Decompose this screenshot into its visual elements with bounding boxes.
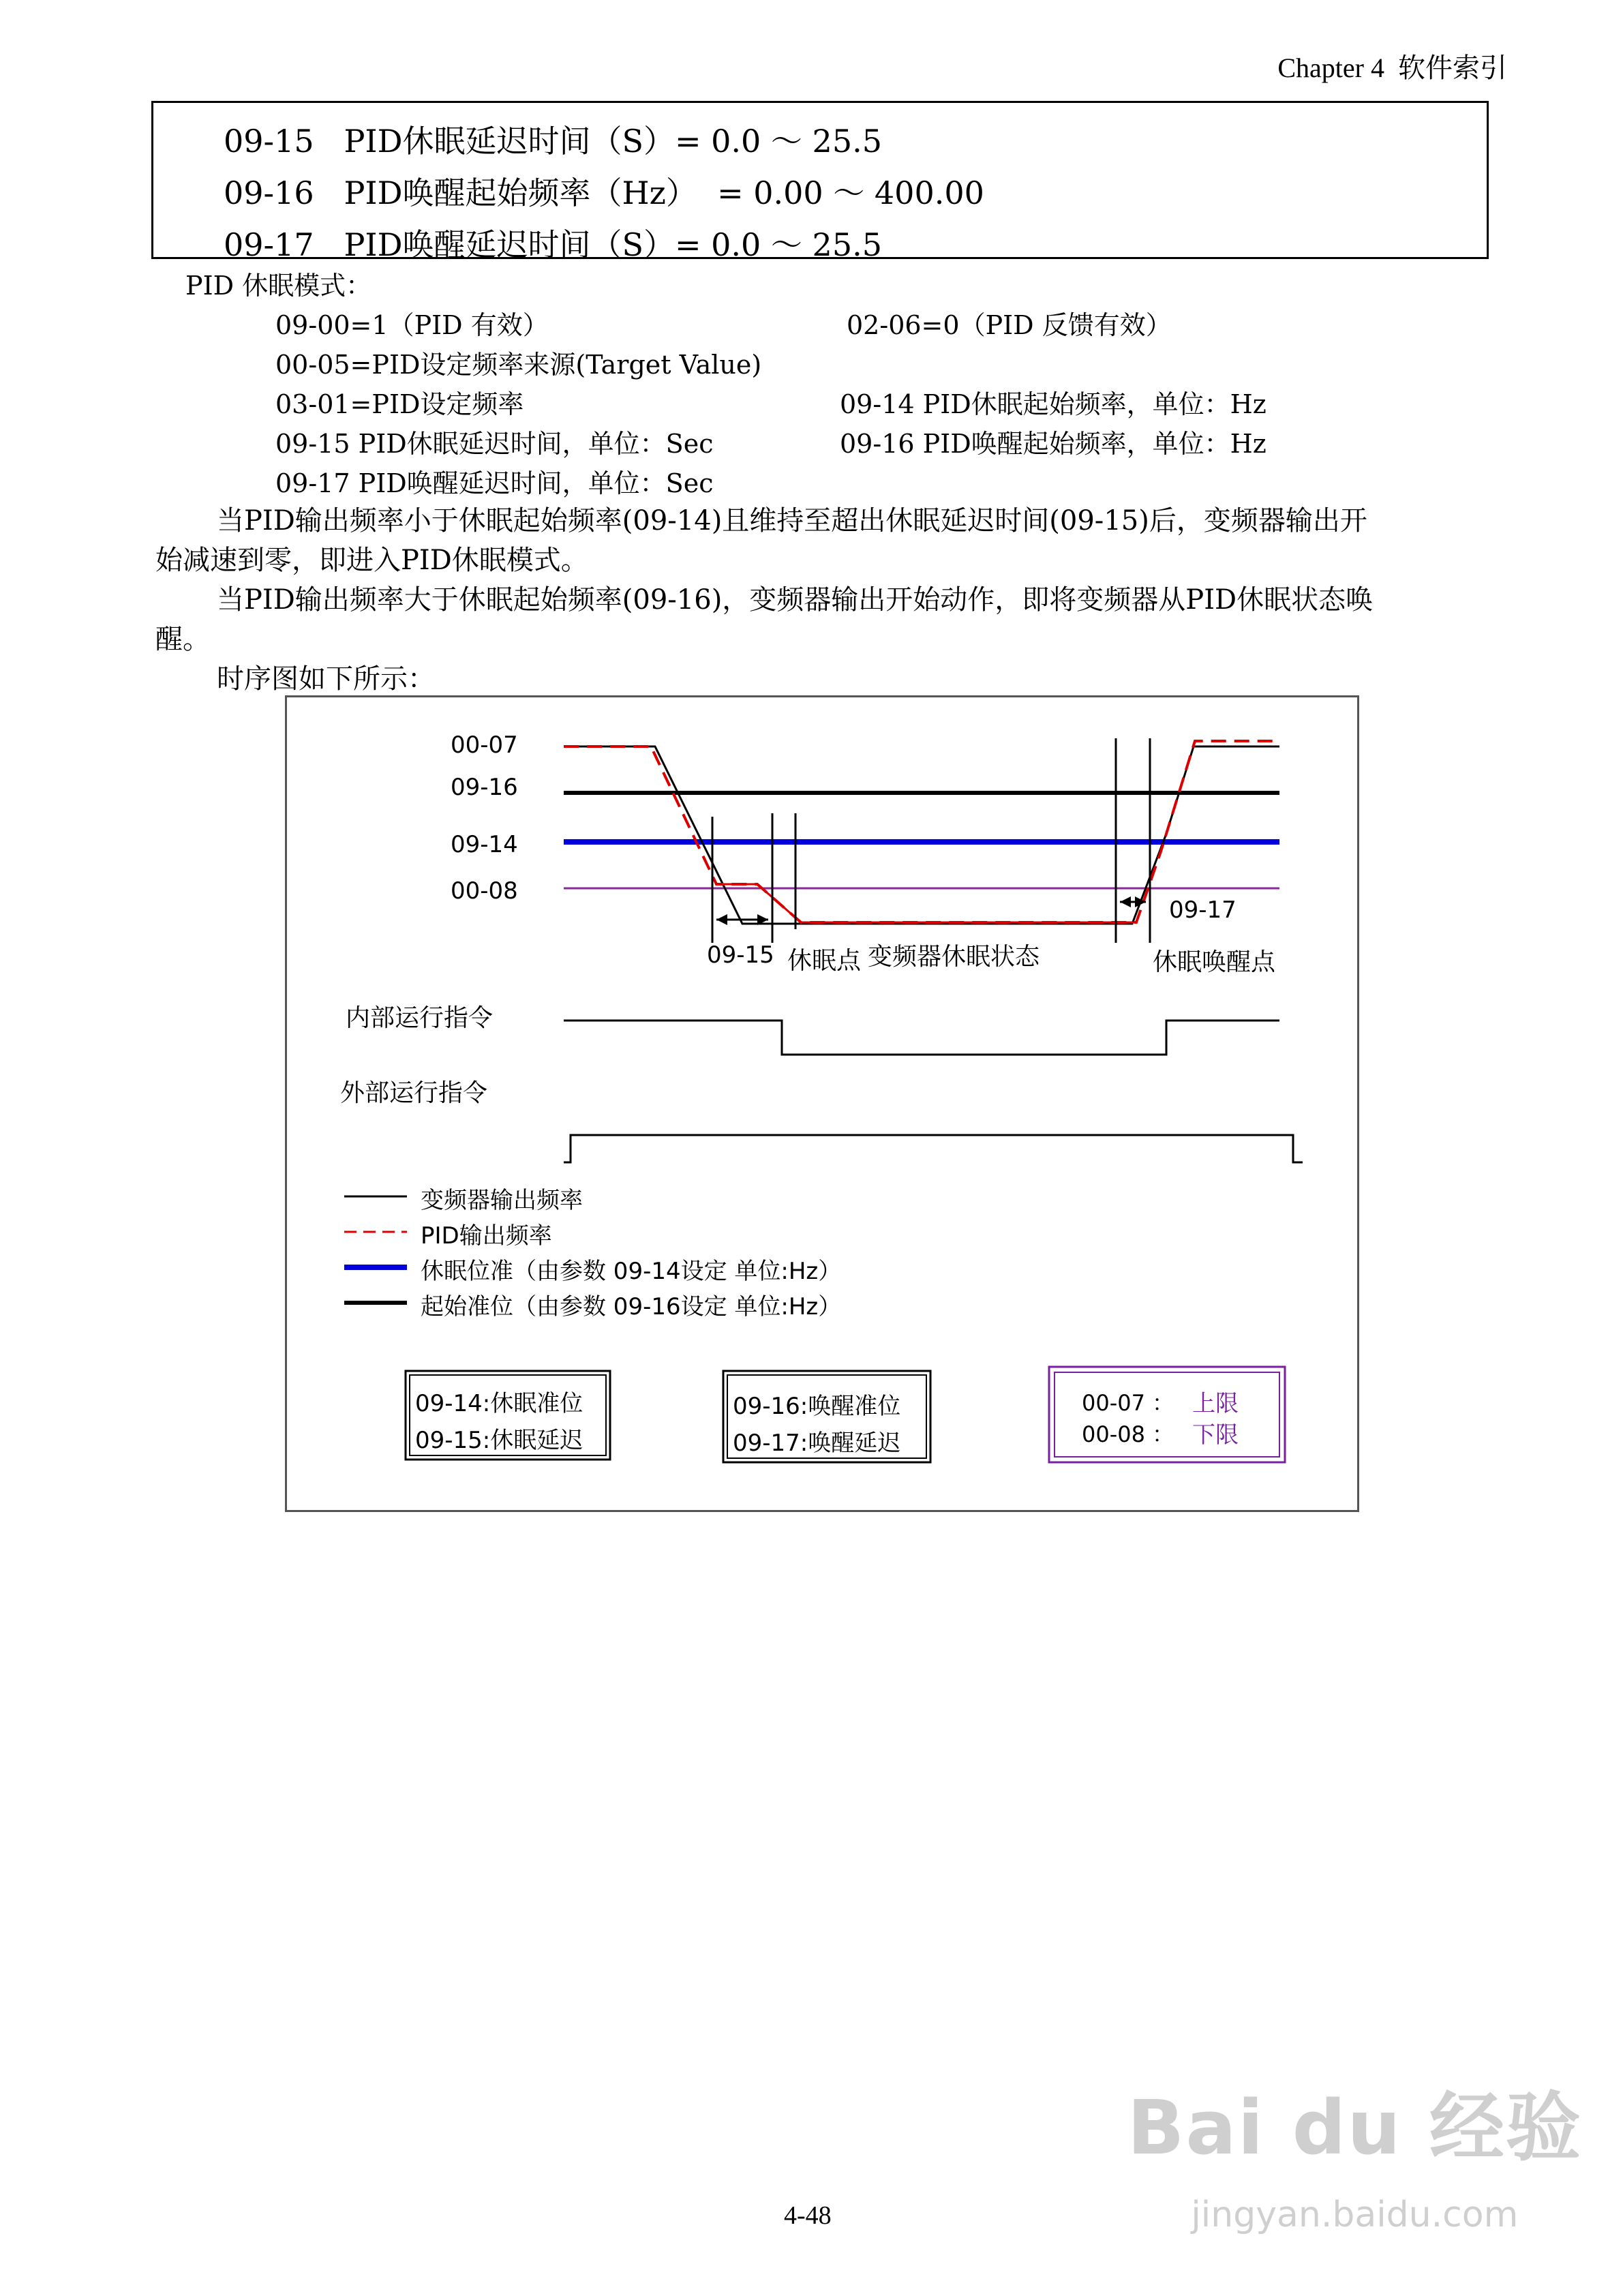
legend-pid-frequency: PID输出频率	[421, 1222, 552, 1250]
page-number: 4-48	[784, 2201, 832, 2230]
arrow-head	[716, 914, 727, 925]
paragraph-line: 当PID输出频率大于休眠起始频率(09-16)，变频器输出开始动作，即将变频器从PID休眠状态唤	[217, 584, 1374, 616]
label-external-run-command: 外部运行指令	[340, 1079, 488, 1107]
label-09-17: 09-17	[1169, 896, 1237, 924]
legend-sleep-level: 休眠位准（由参数 09-14设定 单位:Hz）	[421, 1258, 842, 1285]
paragraph-line: 始减速到零，即进入PID休眠模式。	[155, 545, 588, 576]
paragraph-line: 当PID输出频率小于休眠起始频率(09-14)且维持至超出休眠延迟时间(09-15)后，变频器输出开	[217, 505, 1367, 537]
param-09-15: 09-15 PID休眠延迟时间（S）= 0.0 ～ 25.5	[224, 123, 882, 160]
label-lower-limit: 00-08	[451, 877, 518, 905]
external-run-command-signal	[564, 1135, 1303, 1162]
param-09-16: 09-16 PID唤醒起始频率（Hz） = 0.00 ～ 400.00	[224, 175, 984, 211]
box3-line2-code: 00-08 ：	[1082, 1421, 1174, 1447]
watermark-logo: Bai du 经验	[1127, 2084, 1582, 2171]
legend-output-frequency: 变频器输出频率	[421, 1187, 583, 1214]
box2-line1: 09-16:唤醒准位	[733, 1393, 901, 1420]
parameter-box	[151, 101, 1489, 263]
mode-item: 09-17 PID唤醒延迟时间，单位：Sec	[275, 468, 714, 498]
internal-run-command-signal	[564, 1021, 1279, 1055]
label-upper-limit: 00-07	[451, 731, 518, 759]
box1-line1: 09-14:休眠准位	[415, 1390, 583, 1417]
paragraph-line: 时序图如下所示：	[217, 663, 435, 695]
mode-item: 09-15 PID休眠延迟时间，单位：Sec	[275, 429, 714, 459]
mode-item: 03-01=PID设定频率	[275, 389, 524, 419]
box3-line1-label: 上限	[1192, 1390, 1239, 1417]
legend-wake-level: 起始准位（由参数 09-16设定 单位:Hz）	[421, 1293, 842, 1320]
mode-item: 09-00=1（PID 有效）	[275, 310, 549, 340]
box3-line2-label: 下限	[1192, 1421, 1239, 1449]
mode-item: 02-06=0（PID 反馈有效）	[847, 310, 1172, 340]
mode-title: PID 休眠模式：	[185, 271, 372, 301]
label-09-15: 09-15	[707, 941, 774, 969]
pid-output-segment	[716, 884, 1136, 922]
timing-diagram	[285, 695, 1359, 1512]
label-wake-level: 09-16	[451, 774, 518, 801]
label-sleep-state: 变频器休眠状态	[868, 943, 1040, 971]
pid-output-curve	[564, 741, 1279, 922]
box3-line1-code: 00-07 ：	[1082, 1390, 1174, 1416]
mode-item: 00-05=PID设定频率来源(Target Value)	[275, 350, 762, 380]
param-09-17: 09-17 PID唤醒延迟时间（S）= 0.0 ～ 25.5	[224, 226, 882, 263]
paragraph-line: 醒。	[155, 624, 210, 655]
arrow-head	[1120, 896, 1131, 907]
page-header: Chapter 4 软件索引	[1277, 52, 1507, 83]
box2-line2: 09-17:唤醒延迟	[733, 1430, 901, 1457]
watermark-url: jingyan.baidu.com	[1191, 2194, 1519, 2235]
mode-item: 09-14 PID休眠起始频率，单位：Hz	[840, 389, 1266, 419]
mode-item: 09-16 PID唤醒起始频率，单位：Hz	[840, 429, 1266, 459]
watermark	[1127, 2042, 1582, 2248]
label-wake-point: 休眠唤醒点	[1153, 948, 1276, 976]
label-internal-run-command: 内部运行指令	[346, 1004, 494, 1032]
label-sleep-level: 09-14	[451, 831, 518, 858]
label-sleep-point: 休眠点	[787, 947, 862, 975]
box1-line2: 09-15:休眠延迟	[415, 1427, 583, 1454]
